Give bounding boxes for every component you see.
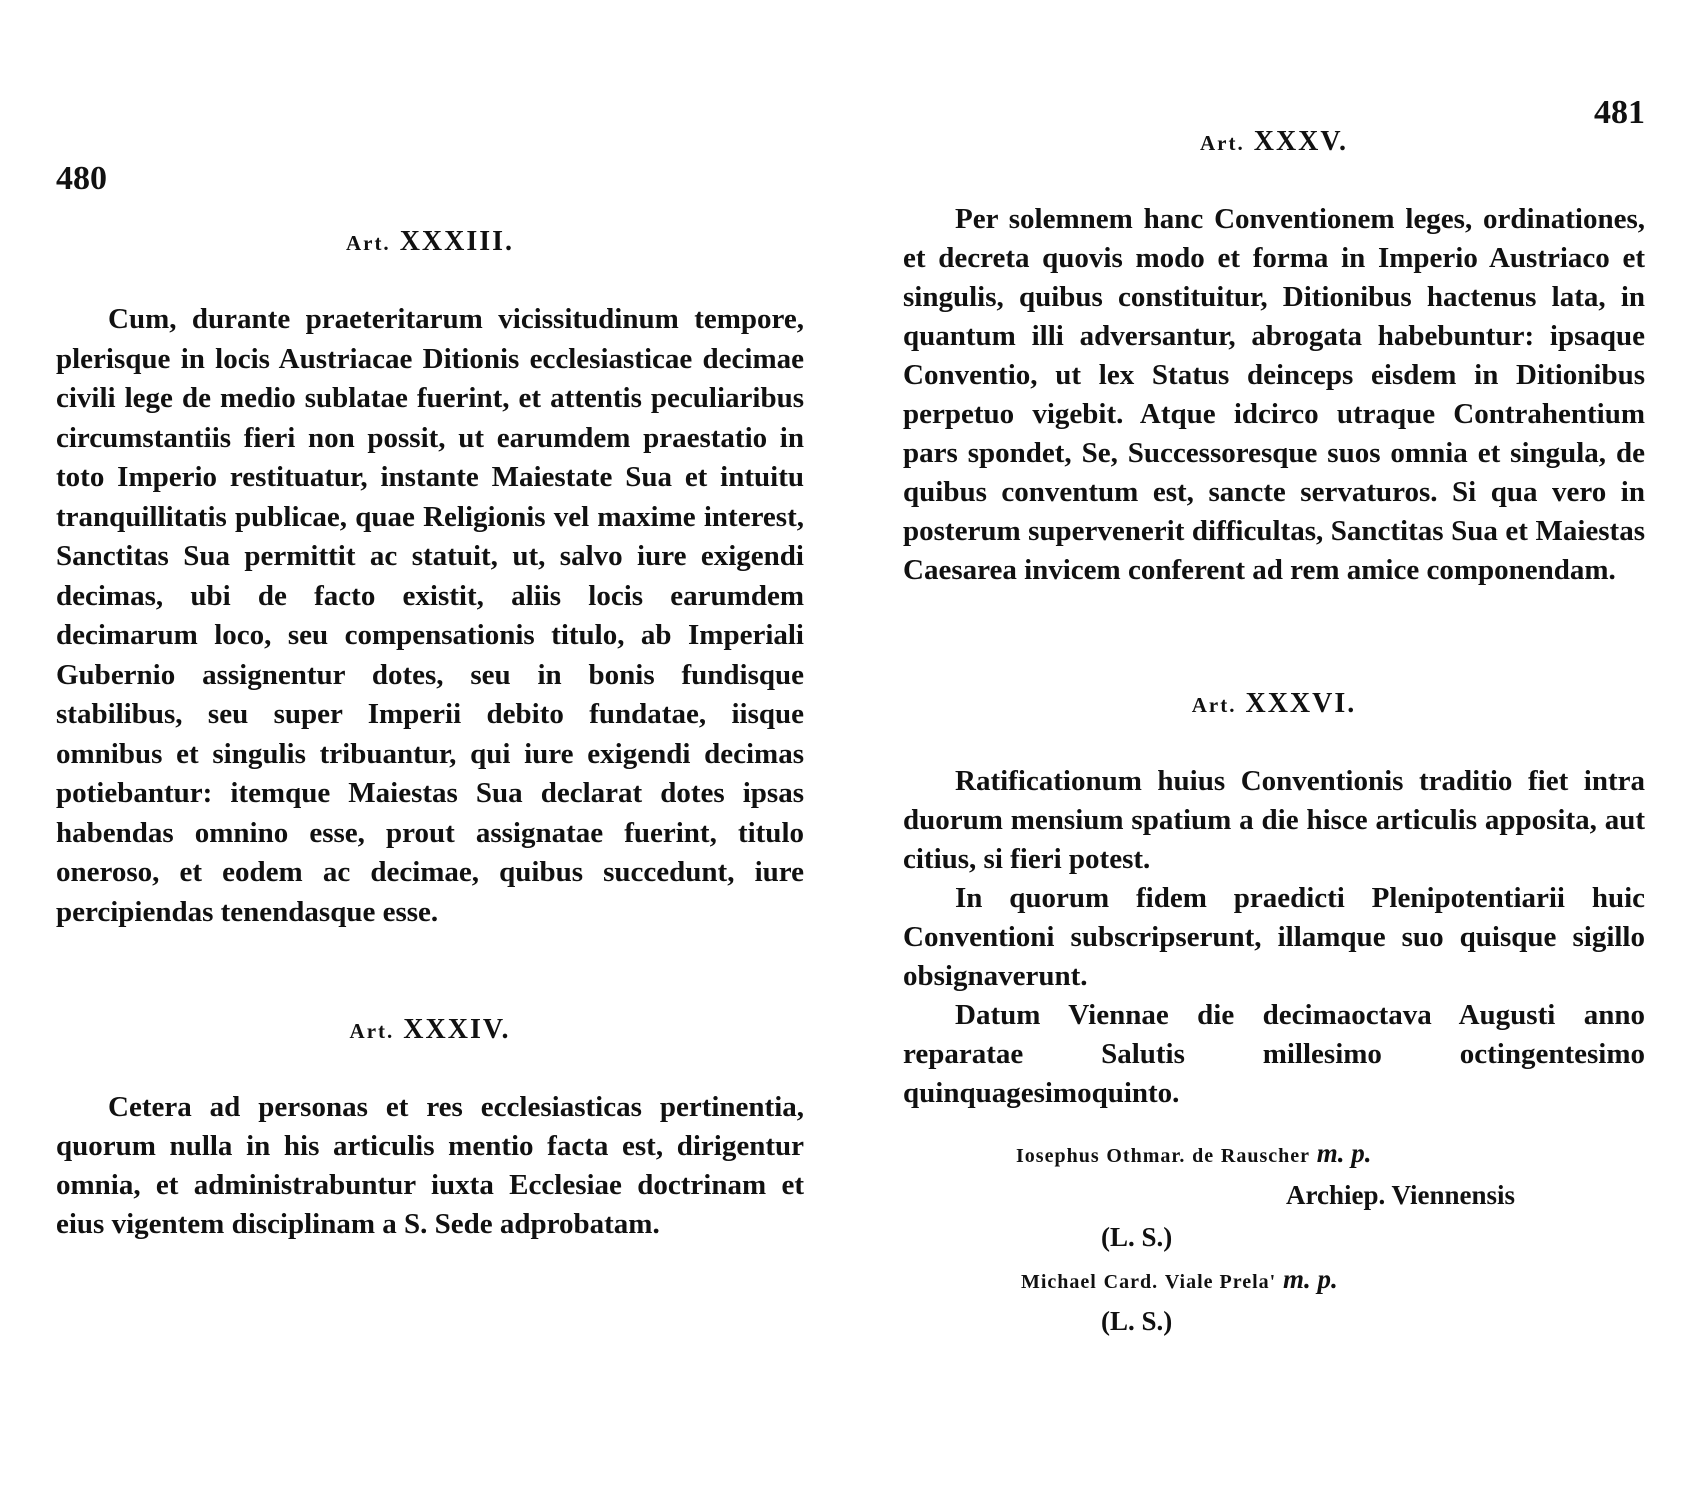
article-heading [903, 126, 1645, 158]
article-text: Datum Viennae die decimaoctava Augusti anno reparatae Salutis millesimo octingentesimo quinquagesimoquinto. [903, 999, 1645, 1109]
article-text: Cum, durante praeteritarum vicissitudinum tempore, plerisque in locis Austriacae Ditionis ecclesiasticae decimae civili lege de medio sublatae fuerint, et attentis peculiaribus circumstantiis fieri non possit, ut earumdem praestatio in toto Imperio restituatur, instante Maiestate Sua et intuitu tranquillitatis publicae, quae Religionis vel maxime interest, Sanctitas Sua permittit ac statuit, ut, salvo iure exigendi decimas, ubi de facto existit, aliis locis earumdem decimarum loco, seu compensationis titulo, ab Imperiali Gubernio assignentur dotes, seu in bonis fundisque stabilibus, seu super Imperii debito fundatae, iisque omnibus et singulis tribuantur, qui iure exigendi decimas potiebantur: itemque Maiestas Sua declarat dotes ipsas habendas omnino esse, prout assignatae fuerint, titulo oneroso, et eodem ac decimae, quibus succedunt, iure percipiendas tenendasque esse. [56, 303, 804, 928]
article-numeral: XXXIII. [399, 226, 515, 257]
signatory-name: Othmar. [1106, 1145, 1186, 1167]
article-text: In quorum fidem praedicti Plenipotentiarii huic Conventioni subscripserunt, illamque suo quisque sigillo obsignaverunt. [903, 882, 1645, 992]
article-label: Art. [1191, 693, 1237, 717]
article-heading [903, 688, 1645, 720]
signatory-name: de [1192, 1145, 1215, 1167]
signatory-name: Michael [1021, 1271, 1097, 1293]
article-text: Per solemnem hanc Conventionem leges, ordinationes, et decreta quovis modo et forma in Imperio Austriaco et singulis, quibus constituitur, Ditionibus hactenus lata, in quantum illi adversantur, abrogata habebuntur: ipsaque Conventio, ut lex Status deinceps eisdem in Ditionibus perpetuo vigebit. Atque idcirco utraque Contrahentium pars spondet, Se, Successoresque suos omnia et singula, de quibus conventum est, sancte servaturos. Si qua vero in posterum supervenerit difficultas, Sanctitas Sua et Maiestas Caesarea invicem conferent ad rem amice componendam. [903, 203, 1645, 586]
signatory-surname: Rauscher [1220, 1145, 1311, 1167]
signatory-name: Iosephus [1016, 1145, 1100, 1167]
page-number: 480 [56, 160, 107, 197]
article-label: Art. [1199, 131, 1245, 155]
signatory-surname: Viale Prela' [1164, 1271, 1277, 1293]
article-label: Art. [349, 1019, 395, 1043]
signature-line [1021, 1264, 1338, 1295]
page-number: 481 [1594, 94, 1645, 131]
article-heading [56, 226, 804, 258]
signatory-name: Card. [1103, 1271, 1159, 1293]
seal-mark: (L. S.) [1101, 1306, 1173, 1336]
manu-propria: m. p. [1283, 1264, 1338, 1294]
signatory-title: Archiep. Viennensis [1286, 1180, 1516, 1210]
article-numeral: XXXV. [1253, 126, 1348, 157]
article-text: Ratificationum huius Conventionis traditio fiet intra duorum mensium spatium a die hisce articulis apposita, aut citius, si fieri potest. [903, 765, 1645, 875]
article-numeral: XXXVI. [1245, 688, 1357, 719]
signature-line [1016, 1138, 1372, 1169]
article-heading [56, 1014, 804, 1046]
seal-mark: (L. S.) [1101, 1222, 1173, 1252]
manu-propria: m. p. [1316, 1138, 1372, 1168]
article-label: Art. [345, 231, 391, 255]
article-numeral: XXXIV. [403, 1014, 511, 1045]
article-text: Cetera ad personas et res ecclesiasticas pertinentia, quorum nulla in his articulis mentio facta est, dirigentur omnia, et administrabuntur iuxta Ecclesiae doctrinam et eius vigentem disciplinam a S. Sede adprobatam. [56, 1091, 804, 1240]
